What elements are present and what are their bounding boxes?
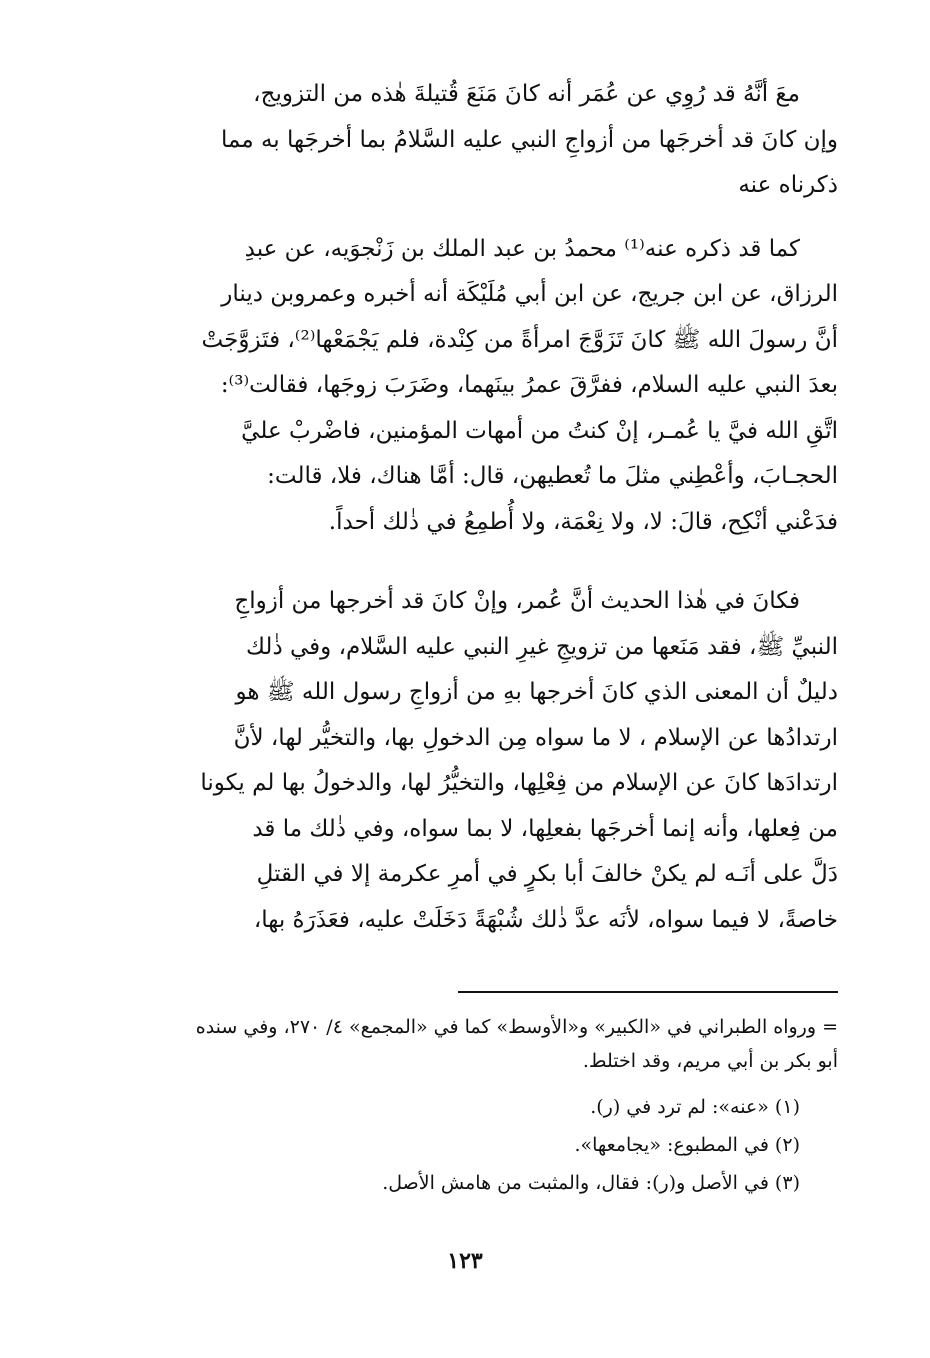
footnote-1: (١) «عنه»: لم ترد في (ر). xyxy=(590,1096,800,1118)
text-line: دَلَّ على أنَـه لم يكنْ خالفَ أبا بكرٍ في أمرِ عكرمة إلا في القتلِ xyxy=(256,861,838,887)
text-line: فدَعْني أنْكِح، قالَ: لا، ولا نِعْمَة، ولا أُطمِعُ في ذٰلك أحداً. xyxy=(328,508,838,535)
text-line: خاصةً، لا فيما سواه، لأنَه عدَّ ذٰلك شُبْهَةً دَخَلَتْ عليه، فعَذَرَهُ بها، xyxy=(253,906,838,933)
text-line: النبيِّ ﷺ، فقد مَنَعها من تزويجِ غيرِ النبي عليه السَّلام، وفي ذٰلك xyxy=(246,633,838,660)
text-line: بعدَ النبي عليه السلام، ففرَّقَ عمرُ بينَهما، وضَرَبَ زوجَها، فقالت⁽³⁾: xyxy=(220,372,838,398)
text-line: أنَّ رسولَ الله ﷺ كانَ تَزَوَّجَ امرأةً من كِنْدة، فلم يَجْمَعْها⁽²⁾، فتَزوَّجَتْ xyxy=(201,326,838,353)
footnote-line: أبو بكر بن أبي مريم، وقد اختلط. xyxy=(582,1050,838,1072)
text-line: معَ أنَّهُ قد رُوِي عن عُمَر أنه كانَ مَنَعَ قُتيلةَ هٰذه من التزويج، xyxy=(253,81,800,107)
text-line: وإن كانَ قد أخرجَها من أزواجِ النبي عليه السَّلامُ بما أخرجَها به مما xyxy=(221,126,838,153)
footnote-3: (٣) في الأصل و(ر): فقال، والمثبت من هامش الأصل. xyxy=(382,1172,800,1194)
page-number: ١٢٣ xyxy=(447,1248,483,1274)
text-line: فكانَ في هٰذا الحديث أنَّ عُمر، وإنْ كانَ قد أخرجها من أزواجِ xyxy=(234,588,800,614)
text-line: ذكرناه عنه xyxy=(738,172,838,198)
text-line: الحجـابَ، وأعْطِني مثلَ ما تُعطيهن، قال: أمَّا هناك، فلا، قالت: xyxy=(267,463,838,489)
paragraph-3 xyxy=(128,579,838,943)
text-line: ارتدادُها عن الإسلام ، لا ما سواه مِن الدخولِ بها، والتخيُّر لها، لأنَّ xyxy=(233,724,838,751)
footnote-continuation xyxy=(128,1010,838,1078)
text-line: من فِعلها، وأنه إنما أخرجَها بفعلِها، لا بما سواه، وفي ذٰلك ما قد xyxy=(252,815,838,842)
footnotes xyxy=(128,1010,838,1202)
text-line: الرزاق، عن ابن جريج، عن ابن أبي مُلَيْكَة أنه أخبره وعمروبن دينار xyxy=(221,281,838,307)
text-line: اتَّقِ الله فيَّ يا عُمـر، إنْ كنتُ من أمهات المؤمنين، فاضْربْ عليَّ xyxy=(241,417,838,444)
main-text xyxy=(128,72,838,943)
footnote-divider xyxy=(458,991,838,993)
paragraph-2 xyxy=(128,227,838,546)
footnote-line: = ورواه الطبراني في «الكبير» و«الأوسط» كما في «المجمع» ٤/ ٢٧٠، وفي سنده xyxy=(195,1016,838,1038)
paragraph-1 xyxy=(128,72,838,209)
text-line: كما قد ذكره عنه⁽¹⁾ محمدُ بن عبد الملك بن زَنْجوَيه، عن عبدِ xyxy=(244,235,800,262)
text-line: ارتدادَها كانَ عن الإسلام من فِعْلِها، والتخيُّرُ لها، والدخولُ بها لم يكونا xyxy=(200,770,838,796)
text-line: دليلٌ أن المعنى الذي كانَ أخرجها بهِ من أزواجِ رسول الله ﷺ هو xyxy=(235,679,838,705)
footnote-2: (٢) في المطبوع: «يجامعها». xyxy=(574,1134,800,1156)
